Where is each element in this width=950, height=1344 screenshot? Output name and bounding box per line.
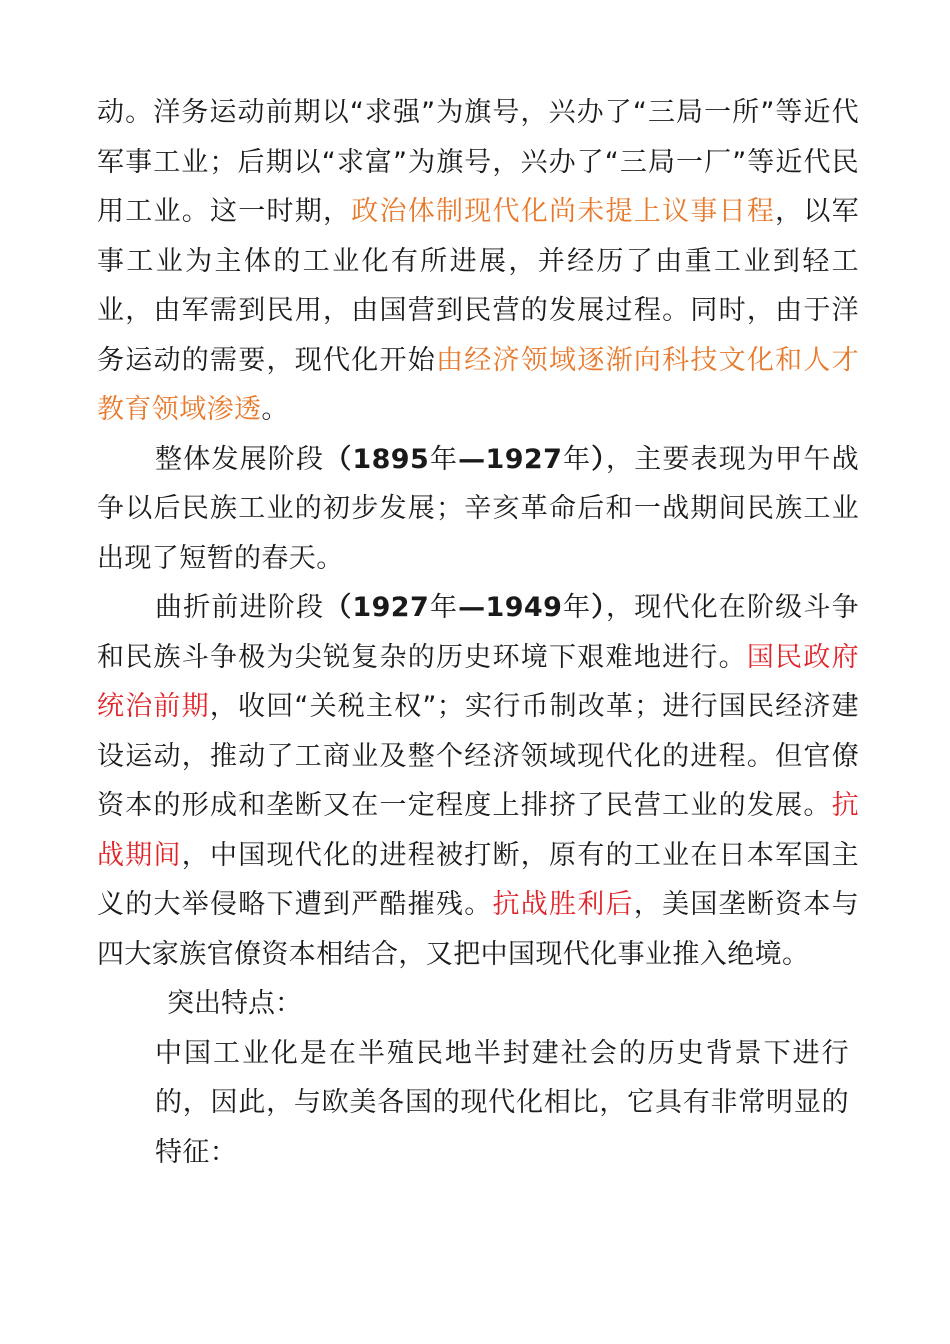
stage-title: 整体发展阶段 [155, 443, 325, 475]
text-segment: ，现代化在阶级斗争和民族斗争极为尖锐复杂的历史环境下艰难地进行。 [97, 592, 859, 673]
year-end: —1927 [458, 443, 563, 475]
highlight-political-system: 政治体制现代化尚未提上议事日程 [351, 196, 776, 227]
text-segment: ，主要表现为甲午战争以后民族工业的初步发展；辛亥革命后和一战期间民族工业出现了短暂的春天。 [97, 443, 859, 574]
paragraph-overall-development [97, 435, 859, 584]
year-unit: 年 [429, 443, 459, 475]
document-page [97, 88, 859, 1177]
paragraph-tortuous-progress [97, 583, 859, 979]
subheading-features: 突出特点： [167, 988, 302, 1019]
year-unit: 年 [429, 592, 459, 623]
paren-close: ） [591, 443, 606, 475]
year-unit: 年 [562, 443, 592, 475]
highlight-after-victory: 抗战胜利后 [492, 889, 634, 920]
highlight-war-period: 抗战期间 [97, 790, 859, 871]
text-segment: ，美国垄断资本与四大家族官僚资本相结合，又把中国现代化事业推入绝境。 [97, 889, 860, 970]
text-segment: ，中国现代化的进程被打断，原有的工业在日本军国主义的大举侵略下遭到严酷摧残。 [97, 839, 859, 920]
year-start: （1895 [324, 443, 430, 475]
text-segment: 。 [261, 394, 289, 425]
year-end: —1949 [458, 592, 563, 623]
text-segment: ，以军事工业为主体的工业化有所进展，并经历了由重工业到轻工业，由军需到民用，由国营到民营的发展过程。同时，由于洋务运动的需要，现代化开始 [97, 196, 860, 376]
text-segment: 动。洋务运动前期以“求强”为旗号，兴办了“三局一所”等近代军事工业；后期以“求富”为旗号，兴办了“三局一厂”等近代民用工业。这一时期， [97, 97, 859, 227]
paren-close: ） [591, 592, 606, 623]
highlight-education-spread: 由经济领域逐渐向科技文化和人才教育领域渗透 [97, 344, 859, 425]
highlight-nationalist-early: 国民政府统治前期 [97, 641, 859, 722]
stage-title: 曲折前进阶段 [155, 592, 325, 623]
text-segment: ，收回“关税主权”；实行币制改革；进行国民经济建设运动，推动了工商业及整个经济领域现代化的进程。但官僚资本的形成和垄断又在一定程度上排挤了民营工业的发展。 [97, 691, 859, 821]
paragraph-yangwu [97, 88, 859, 435]
paragraph-features-intro: 中国工业化是在半殖民地半封建社会的历史背景下进行的，因此，与欧美各国的现代化相比，它具有非常明显的特征： [155, 1037, 849, 1168]
year-start: （1927 [324, 592, 430, 623]
year-unit: 年 [562, 592, 592, 623]
